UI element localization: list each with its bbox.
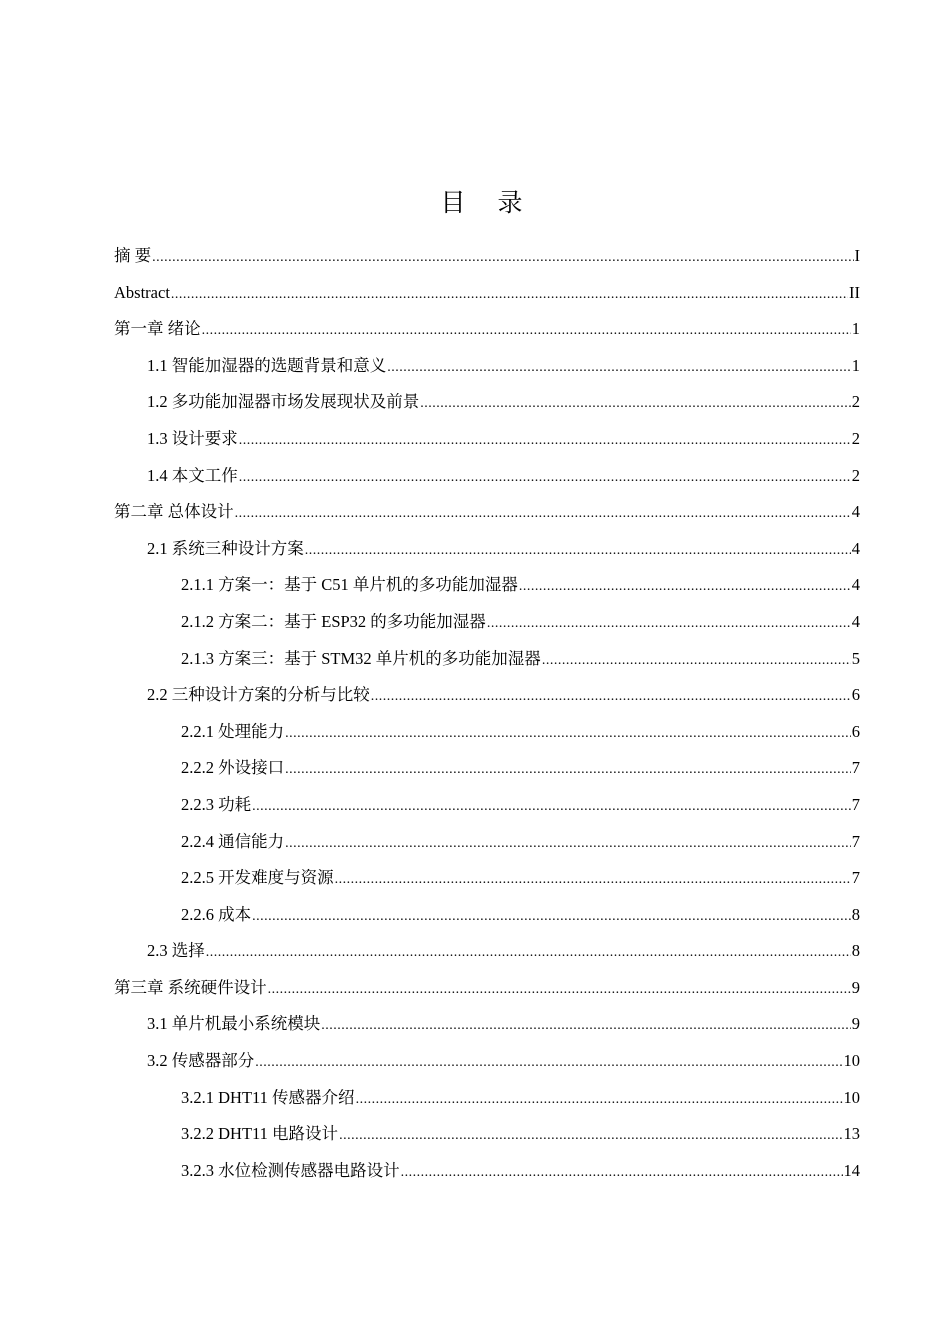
- toc-entry-page-number: 1: [851, 355, 860, 375]
- dot-leader: [519, 567, 851, 605]
- dot-leader: [387, 348, 851, 386]
- toc-entry-label: 3.2.2 DHT11 电路设计: [181, 1124, 339, 1144]
- toc-entry[interactable]: [114, 494, 860, 531]
- toc-entry-page-number: 7: [851, 794, 860, 814]
- toc-entry-page-number: 4: [851, 538, 860, 558]
- toc-entry[interactable]: [114, 677, 860, 714]
- toc-entry[interactable]: [114, 275, 860, 312]
- toc-entry-page-number: 8: [851, 941, 860, 961]
- toc-entry[interactable]: [114, 970, 860, 1007]
- dot-leader: [202, 311, 851, 349]
- toc-entry-page-number: 10: [843, 1087, 860, 1107]
- toc-entry-page-number: 13: [843, 1124, 860, 1144]
- toc-entry-label: 1.4 本文工作: [147, 465, 238, 485]
- dot-leader: [252, 897, 851, 935]
- toc-entry-label: 2.2 三种设计方案的分析与比较: [147, 685, 370, 705]
- toc-entry-page-number: 5: [851, 648, 860, 668]
- dot-leader: [255, 1043, 842, 1081]
- toc-entry-label: 1.3 设计要求: [147, 428, 238, 448]
- toc-entry-page-number: 9: [851, 977, 860, 997]
- toc-entry-label: 2.1 系统三种设计方案: [147, 538, 304, 558]
- toc-entry-label: 1.1 智能加湿器的选题背景和意义: [147, 355, 387, 375]
- toc-entry-page-number: 2: [851, 465, 860, 485]
- toc-entry-label: 2.1.1 方案一：基于 C51 单片机的多功能加湿器: [181, 575, 518, 595]
- dot-leader: [321, 1006, 851, 1044]
- dot-leader: [305, 531, 851, 569]
- toc-entry-label: 第一章 绪论: [114, 319, 201, 339]
- toc-entry-label: 1.2 多功能加湿器市场发展现状及前景: [147, 392, 420, 412]
- toc-entry-label: 摘 要: [114, 246, 152, 265]
- toc-entry[interactable]: [114, 714, 860, 751]
- toc-entry-label: 2.3 选择: [147, 941, 205, 961]
- toc-entry-page-number: 7: [851, 868, 860, 888]
- page-title: 目 录: [440, 188, 535, 217]
- toc-entry-label: 3.1 单片机最小系统模块: [147, 1014, 321, 1034]
- toc-entry-label: 2.1.2 方案二：基于 ESP32 的多功能加湿器: [181, 611, 486, 631]
- toc-entry[interactable]: [114, 897, 860, 934]
- toc-entry-label: Abstract: [114, 282, 170, 302]
- dot-leader: [239, 421, 851, 459]
- toc-entry-page-number: 7: [851, 831, 860, 851]
- toc-entry[interactable]: [114, 933, 860, 970]
- toc-entry-page-number: 14: [843, 1160, 860, 1180]
- toc-entry-label: 2.2.2 外设接口: [181, 758, 285, 778]
- toc-entry[interactable]: [114, 458, 860, 495]
- dot-leader: [285, 824, 851, 862]
- toc-entry[interactable]: [114, 238, 860, 275]
- toc-entry-page-number: 1: [851, 319, 860, 339]
- toc-entry-page-number: 4: [851, 611, 860, 631]
- dot-leader: [542, 641, 851, 679]
- toc-entry-page-number: 6: [851, 721, 860, 741]
- toc-entry[interactable]: [114, 311, 860, 348]
- table-of-contents: [114, 238, 860, 1189]
- toc-entry[interactable]: [114, 1080, 860, 1117]
- toc-entry[interactable]: [114, 421, 860, 458]
- toc-entry[interactable]: [114, 384, 860, 421]
- toc-entry[interactable]: [114, 750, 860, 787]
- toc-entry-label: 2.2.4 通信能力: [181, 831, 285, 851]
- toc-entry-label: 2.2.5 开发难度与资源: [181, 868, 334, 888]
- toc-entry[interactable]: [114, 787, 860, 824]
- toc-entry-label: 3.2.1 DHT11 传感器介绍: [181, 1087, 355, 1107]
- toc-entry-label: 3.2 传感器部分: [147, 1051, 255, 1071]
- dot-leader: [339, 1116, 842, 1154]
- dot-leader: [356, 1080, 843, 1118]
- toc-entry[interactable]: [114, 1006, 860, 1043]
- toc-entry-page-number: 7: [851, 758, 860, 778]
- toc-entry-page-number: 2: [851, 392, 860, 412]
- dot-leader: [285, 750, 851, 788]
- toc-entry[interactable]: [114, 641, 860, 678]
- dot-leader: [401, 1153, 843, 1191]
- toc-entry-page-number: 8: [851, 904, 860, 924]
- toc-entry[interactable]: [114, 348, 860, 385]
- toc-entry-label: 3.2.3 水位检测传感器电路设计: [181, 1160, 400, 1180]
- toc-entry-page-number: II: [849, 282, 860, 302]
- toc-entry[interactable]: [114, 604, 860, 641]
- toc-entry-page-number: I: [854, 246, 860, 265]
- toc-entry-label: 2.2.6 成本: [181, 904, 252, 924]
- toc-entry-label: 2.2.3 功耗: [181, 794, 252, 814]
- toc-entry[interactable]: [114, 531, 860, 568]
- dot-leader: [285, 714, 851, 752]
- toc-entry[interactable]: [114, 1153, 860, 1190]
- toc-entry-page-number: 9: [851, 1014, 860, 1034]
- toc-entry-label: 2.2.1 处理能力: [181, 721, 285, 741]
- toc-entry-page-number: 6: [851, 685, 860, 705]
- dot-leader: [252, 787, 851, 825]
- dot-leader: [235, 494, 851, 532]
- toc-entry-page-number: 10: [843, 1051, 860, 1071]
- toc-entry[interactable]: [114, 567, 860, 604]
- toc-entry-label: 第二章 总体设计: [114, 502, 234, 522]
- dot-leader: [268, 970, 851, 1008]
- dot-leader: [420, 384, 851, 422]
- dot-leader: [239, 458, 851, 496]
- toc-entry[interactable]: [114, 824, 860, 861]
- toc-entry-label: 2.1.3 方案三：基于 STM32 单片机的多功能加湿器: [181, 648, 541, 668]
- dot-leader: [206, 933, 851, 971]
- toc-entry-page-number: 2: [851, 428, 860, 448]
- toc-entry[interactable]: [114, 1043, 860, 1080]
- toc-entry-label: 第三章 系统硬件设计: [114, 977, 267, 997]
- dot-leader: [487, 604, 851, 642]
- dot-leader: [335, 860, 851, 898]
- toc-entry[interactable]: [114, 1116, 860, 1153]
- toc-entry-page-number: 4: [851, 502, 860, 522]
- toc-entry[interactable]: [114, 860, 860, 897]
- toc-entry-page-number: 4: [851, 575, 860, 595]
- dot-leader: [171, 275, 848, 313]
- dot-leader: [152, 238, 853, 276]
- dot-leader: [371, 677, 851, 715]
